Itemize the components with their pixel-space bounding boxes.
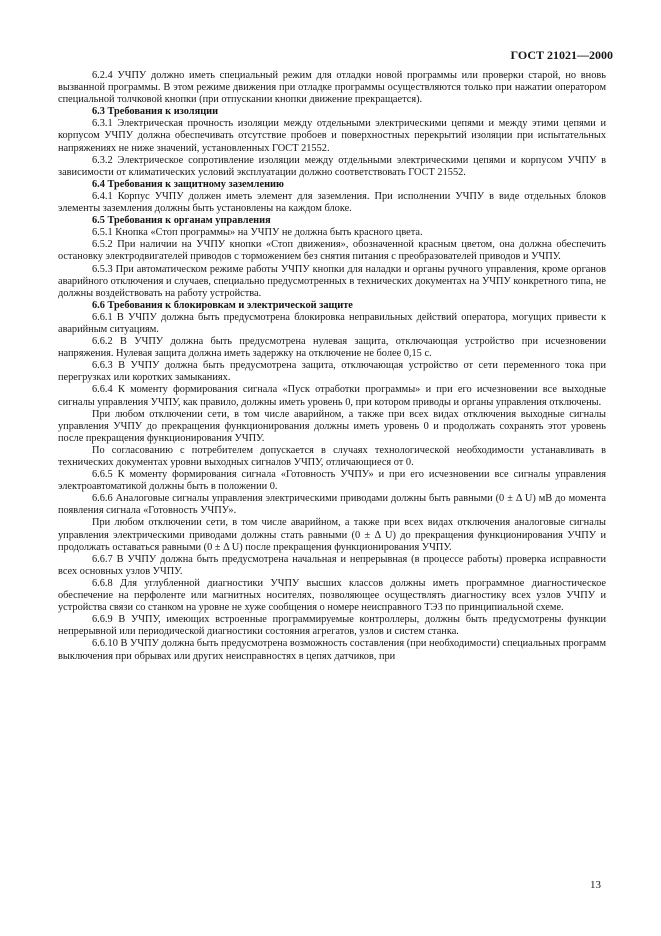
paragraph: 6.6.4 К моменту формирования сигнала «Пуск отработки программы» и при его исчезновении все выходные сигналы управления УЧПУ, как правило, должны иметь уровень 0, при котором приводы и органы управления отключены. <box>58 384 606 408</box>
paragraph: 6.6.10 В УЧПУ должна быть предусмотрена возможность составления (при необходимости) специальных программ выключения при обрывах или других неисправностях в цепях датчиков, при <box>58 638 606 662</box>
paragraph: 6.5.3 При автоматическом режиме работы УЧПУ кнопки для наладки и органы ручного управления, кроме органов аварийного отключения и случаев, специально предусмотренных в технических документах на УЧПУ конкретного типа, не должны воздействовать на работу устройства. <box>58 263 606 299</box>
paragraph: По согласованию с потребителем допускается в случаях технологической необходимости устанавливать в технических документах уровни выходных сигналов УЧПУ, отличающиеся от 0. <box>58 444 606 468</box>
paragraph: 6.6.7 В УЧПУ должна быть предусмотрена начальная и непрерывная (в процессе работы) проверка исправности всех основных узлов УЧПУ. <box>58 553 606 577</box>
page-number: 13 <box>590 879 601 891</box>
paragraph: 6.3.2 Электрическое сопротивление изоляции между отдельными электрическими цепями и корпусом УЧПУ в зависимости от климатических условий эксплуатации должно соответствовать ГОСТ 21552. <box>58 154 606 178</box>
section-heading: 6.5 Требования к органам управления <box>92 215 271 227</box>
section-heading: 6.6 Требования к блокировкам и электрической защите <box>92 299 353 311</box>
paragraph: 6.6.3 В УЧПУ должна быть предусмотрена защита, отключающая устройство от сети переменного тока при перегрузках или коротких замыканиях. <box>58 360 606 384</box>
paragraph: 6.6.9 В УЧПУ, имеющих встроенные программируемые контроллеры, должны быть предусмотрены функции непрерывной или периодической диагностики состояния агрегатов, узлов и систем станка. <box>58 614 606 638</box>
paragraph: 6.6.2 В УЧПУ должна быть предусмотрена нулевая защита, отключающая устройство при исчезновении напряжения. Нулевая защита должна иметь задержку на отключение не более 0,15 с. <box>58 336 606 360</box>
paragraph: 6.6.8 Для углубленной диагностики УЧПУ высших классов должны иметь программное диагностическое обеспечение на перфоленте или магнитных носителях, позволяющее осуществлять диагностику всех узлов УЧПУ и устройства связи со станком на уровне не хуже сообщения о номере неисправного ТЭЗ по принципиальной схеме. <box>58 577 606 614</box>
document-body <box>58 70 606 663</box>
section-heading: 6.4 Требования к защитному заземлению <box>92 178 284 190</box>
paragraph: При любом отключении сети, в том числе аварийном, а также при всех видах отключения аналоговые сигналы управления электрическими приводами должны стать равными (0 ± Δ U) до прекращения функционирования УЧПУ и продолжать оставаться равными (0 ± Δ U) после прекращения функционирования УЧПУ. <box>58 517 606 553</box>
paragraph: 6.6.6 Аналоговые сигналы управления электрическими приводами должны быть равными (0 ± Δ U) мВ до момента появления сигнала «Готовность УЧПУ». <box>58 493 606 517</box>
paragraph: 6.5.1 Кнопка «Стоп программы» на УЧПУ не должна быть красного цвета. <box>92 227 423 239</box>
paragraph: При любом отключении сети, в том числе аварийном, а также при всех видах отключения выходные сигналы управления УЧПУ до прекращения функционирования должны иметь уровень 0 и продолжать сохранять этот уровень после прекращения функционирования УЧПУ. <box>58 408 606 444</box>
paragraph: 6.2.4 УЧПУ должно иметь специальный режим для отладки новой программы или проверки старой, но вновь вызванной программы. В этом режиме движения при отладке программы осуществляются только при нажатии оператором специальной толчковой кнопки (при отпускании кнопки движение прекращается). <box>58 70 606 106</box>
document-header: ГОСТ 21021—2000 <box>510 48 613 62</box>
paragraph: 6.4.1 Корпус УЧПУ должен иметь элемент для заземления. При исполнении УЧПУ в виде отдельных блоков элементы заземления должны быть установлены на каждом блоке. <box>58 190 606 215</box>
paragraph: 6.3.1 Электрическая прочность изоляции между отдельными электрическими цепями и между этими цепями и корпусом УЧПУ должна обеспечивать отсутствие пробоев и поверхностных перекрытий изоляции при испытательных напряжениях не ниже значений, установленных ГОСТ 21552. <box>58 118 606 154</box>
section-heading: 6.3 Требования к изоляции <box>92 106 219 118</box>
paragraph: 6.5.2 При наличии на УЧПУ кнопки «Стоп движения», обозначенной красным цветом, она должна обеспечить остановку электродвигателей приводов с торможением без снятия питания с преобразователей приводов и УЧПУ. <box>58 239 606 263</box>
paragraph: 6.6.5 К моменту формирования сигнала «Готовность УЧПУ» и при его исчезновении все сигналы управления электроавтоматикой должны быть в положении 0. <box>58 469 606 493</box>
paragraph: 6.6.1 В УЧПУ должна быть предусмотрена блокировка неправильных действий оператора, могущих привести к аварийным ситуациям. <box>58 311 606 335</box>
